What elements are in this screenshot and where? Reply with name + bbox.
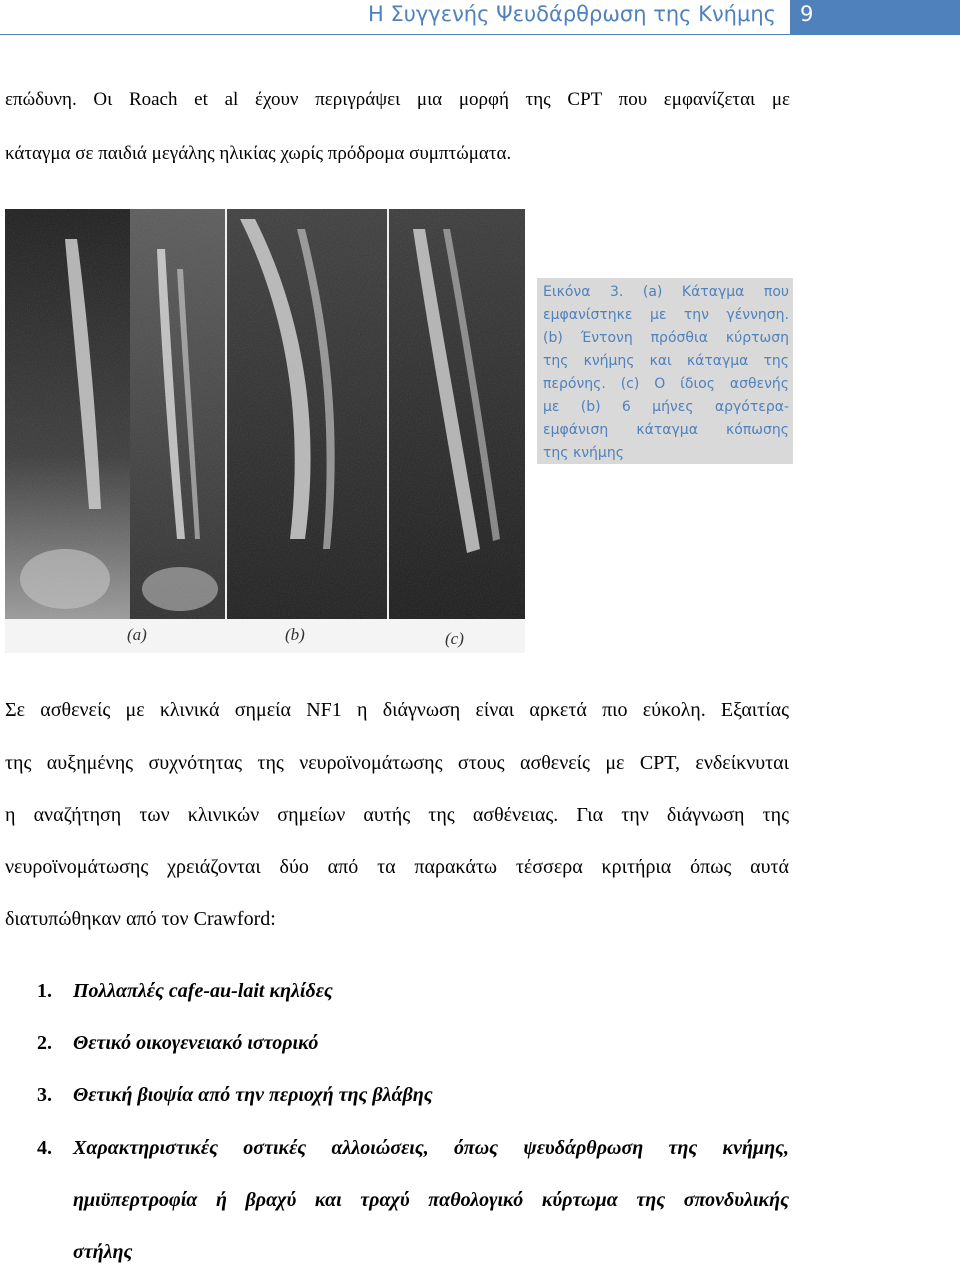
- caption-line: της κνήμης: [543, 445, 624, 461]
- body-line: Σε ασθενείς με κλινικά σημεία NF1 η διάγνωση είναι αρκετά πιο εύκολη. Εξαιτίας: [5, 699, 789, 721]
- caption-line: της κνήμης και κάταγμα της: [543, 353, 789, 369]
- caption-line: (b) Έντονη πρόσθια κύρτωση: [543, 330, 789, 346]
- page-header: [0, 0, 960, 40]
- criterion-number: 3.: [37, 1084, 52, 1106]
- xray-figure: [5, 209, 525, 653]
- criterion-number: 4.: [37, 1137, 52, 1159]
- running-title: Η Συγγενής Ψευδάρθρωση της Κνήμης: [367, 2, 776, 26]
- criterion-text: ημιϋπερτροφία ή βραχύ και τραχύ παθολογικό κύρτωμα της σπονδυλικής: [73, 1189, 789, 1211]
- intro-line-1: επώδυνη. Οι Roach et al έχουν περιγράψει μια μορφή της CPT που εμφανίζεται με: [5, 89, 790, 110]
- criterion-text: Πολλαπλές cafe-au-lait κηλίδες: [73, 980, 333, 1002]
- caption-line: Εικόνα 3. (a) Κάταγμα που: [543, 284, 789, 300]
- panel-label-c: (c): [445, 629, 464, 648]
- page-number: 9: [800, 2, 814, 26]
- body-line: διατυπώθηκαν από τον Crawford:: [5, 908, 276, 930]
- caption-line: εμφάνιση κάταγμα κόπωσης: [543, 422, 789, 438]
- caption-line: με (b) 6 μήνες αργότερα-: [543, 399, 789, 415]
- body-line: η αναζήτηση των κλινικών σημείων αυτής της ασθένειας. Για την διάγνωση της: [5, 804, 789, 826]
- criterion-number: 1.: [37, 980, 52, 1002]
- body-line: νευροϊνομάτωσης χρειάζονται δύο από τα παρακάτω τέσσερα κριτήρια όπως αυτά: [5, 856, 789, 878]
- intro-line-2: κάταγμα σε παιδιά μεγάλης ηλικίας χωρίς πρόδρομα συμπτώματα.: [5, 143, 512, 164]
- caption-line: εμφανίστηκε με την γέννηση.: [543, 307, 789, 323]
- caption-line: περόνης. (c) Ο ίδιος ασθενής: [543, 376, 789, 392]
- panel-label-b: (b): [285, 625, 305, 644]
- body-line: της αυξημένης συχνότητας της νευροϊνομάτωσης στους ασθενείς με CPT, ενδείκνυται: [5, 752, 789, 774]
- criterion-text: στήλης: [73, 1241, 133, 1263]
- criterion-number: 2.: [37, 1032, 52, 1054]
- criterion-text: Θετικό οικογενειακό ιστορικό: [73, 1032, 319, 1054]
- panel-label-a: (a): [127, 625, 147, 644]
- criterion-text: Θετική βιοψία από την περιοχή της βλάβης: [73, 1084, 433, 1106]
- criterion-text: Χαρακτηριστικές οστικές αλλοιώσεις, όπως ψευδάρθρωση της κνήμης,: [73, 1137, 789, 1159]
- header-rule: [0, 34, 790, 35]
- page-number-box: [790, 0, 960, 35]
